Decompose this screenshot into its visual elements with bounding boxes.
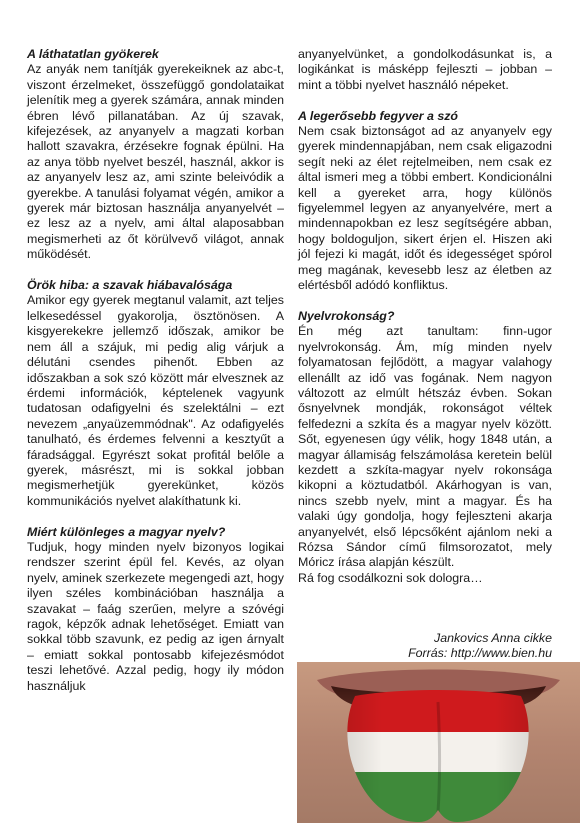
section-heading: A láthatatlan gyökerek xyxy=(27,47,159,61)
section-body: Az anyák nem tanítják gyerekeiknek az abc-t, viszont érzelmeket, összefüggő gondolataikat jelenítik meg a gyerek számára, annak minden ébren lévő pillanatában. Az új szavak, kifejezések, az anyanyelv a magzati korban hallott szavakra, érzésekre fognak épülni. Ha az anya több nyelvet beszél, használ, akkor is az anyanyelv lesz az, ami szinte beleivódik a gyerekbe. A tanulási folyamat végén, amikor a gyerek már biztosan használja anyanyelvét – ez lesz az a nyelv, ami által alaposabban megismerheti az őt körülvevő világot, annak működését. xyxy=(27,62,284,262)
tongue-center-groove xyxy=(438,702,440,812)
section-body: Nem csak biztonságot ad az anyanyelv egy gyerek mindennapjában, nem csak eligazodni segít neki az élet rejtelmeiben, nem csak ez által ismeri meg a többi embert. Kondicionálni kell a gyereket arra, hogy különös figyelemmel legyen az anyanyelvére, mert a mindennapokban ez lesz segítségére abban, hogy boldoguljon, sikert érjen el. Hiszen aki jól fejezi ki magát, időt és idegességet spórol meg magának, kevesebb lesz az életben az elértésből adódó konfliktus. xyxy=(298,124,552,293)
tongue-flag-illustration xyxy=(297,662,580,823)
section-body: Amikor egy gyerek megtanul valamit, azt teljes lelkesedéssel gyakorolja, ösztönösen. A kisgyerekekre jellemző időszak, amikor be nem áll a szájuk, mi pedig alig várjuk a délutáni csendes pihenőt. Ebben az időszakban a sok szó között már elvesznek az érdemi információk, képtelenek vagyunk tudatosan odafigyelni és szelektálni – ezt nevezem „anyaüzemmódnak". Az odafigyelés tanulható, és érdemes felvenni a kesztyűt a fáradsággal. Egyrészt sokat profitál belőle a gyerek, másrészt, mi is sokkal jobban megismerhetjük gyerekünket, közös kommunikációs nyelvet alakíthatunk ki. xyxy=(27,293,284,508)
closing-line: Rá fog csodálkozni sok dologra… xyxy=(298,570,483,585)
author-credit: Jankovics Anna cikke xyxy=(434,631,552,645)
section-heading: Örök hiba: a szavak hiábavalósága xyxy=(27,278,233,293)
section-heading: Nyelvrokonság? xyxy=(298,308,395,323)
left-column xyxy=(27,47,284,694)
article-signature xyxy=(298,631,552,662)
continuation-text: anyanyelvünket, a gondolkodásunkat is, a logikánkat is másképp fejleszti – jobban – mint a többi nyelvet használó népeket. xyxy=(298,47,552,92)
tongue-flag-photo xyxy=(297,662,580,823)
source-link: Forrás: http://www.bien.hu xyxy=(408,646,552,661)
right-column xyxy=(298,47,552,586)
section-body: Tudjuk, hogy minden nyelv bizonyos logikai rendszer szerint épül fel. Kevés, az olyan nyelv, aminek szerkezete megengedi azt, hogy ilyen széles kombinációban használja a szavakat – faág szerűen, melyre a szóvégi ragok, képzők adnak lehetőséget. Emiatt van sokkal több szavunk, ez pedig az igen árnyalt – emiatt sokkal pontosabb kifejezésmódot teszi lehetővé. Azzal pedig, hogy ily módon használjuk xyxy=(27,539,284,693)
section-body: Én még azt tanultam: finn-ugor nyelvrokonság. Ám, míg minden nyelv folyamatosan fejlődött, a magyar valahogy ellenállt az idő vas fogának. Nem nagyon változott az elmúlt hétszáz évben. Sokan ősnyelvnek mondják, rokonságot véltek felfedezni a szkíta és a magyar nyelv között. Sőt, egyenesen úgy vélik, hogy 1848 után, a magyar államiság felszámolása keretein belül kezdett a szkíta-magyar nyelv rokonsága kikopni a köztudatból. Akárhogyan is van, nincs szebb nyelv, mint a magyar. És ha valaki úgy gondolja, hogy fejleszteni akarja anyanyelvét, első lépcsőként ajánlom neki a Rózsa Sándor című filmsorozatot, mely Móricz írása alapján készült. xyxy=(298,324,552,570)
section-heading: Miért különleges a magyar nyelv? xyxy=(27,524,226,539)
section-heading: A legerősebb fegyver a szó xyxy=(298,108,458,123)
